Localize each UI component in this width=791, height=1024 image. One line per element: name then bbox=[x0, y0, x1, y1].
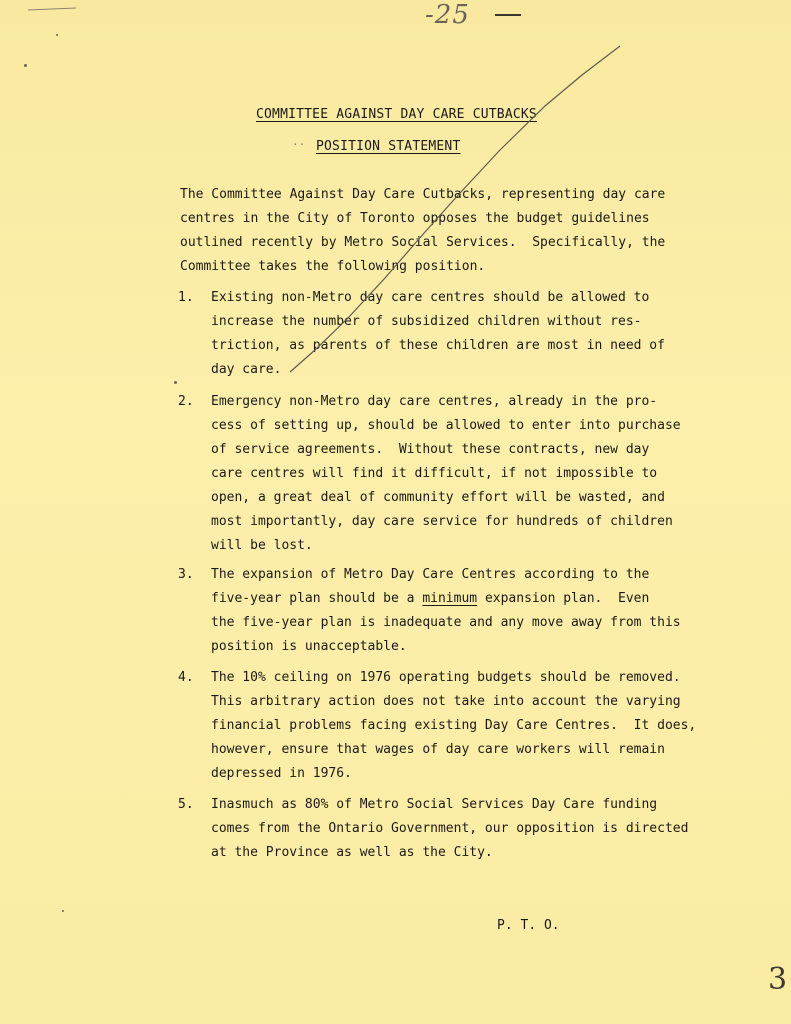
intro-line: The Committee Against Day Care Cutbacks, representing day care bbox=[180, 187, 666, 202]
handwritten-page-number: -25 bbox=[425, 0, 470, 30]
item-line: will be lost. bbox=[211, 538, 313, 553]
item-text bbox=[211, 666, 696, 786]
item-line: most importantly, day care service for hundreds of children bbox=[211, 514, 673, 529]
item-line: This arbitrary action does not take into account the varying bbox=[211, 694, 681, 709]
item-line: at the Province as well as the City. bbox=[211, 845, 493, 860]
document-subtitle: POSITION STATEMENT bbox=[316, 139, 461, 154]
intro-line: centres in the City of Toronto opposes the budget guidelines bbox=[180, 211, 650, 226]
document-title: COMMITTEE AGAINST DAY CARE CUTBACKS bbox=[256, 107, 537, 122]
item-number: 4. bbox=[178, 670, 194, 685]
item-line: Inasmuch as 80% of Metro Social Services Day Care funding bbox=[211, 797, 658, 812]
item-line: cess of setting up, should be allowed to enter into purchase bbox=[211, 418, 681, 433]
handwritten-corner-mark: 3 bbox=[768, 962, 788, 997]
item-text bbox=[211, 793, 688, 865]
item-line: care centres will find it difficult, if not impossible to bbox=[211, 466, 658, 481]
item-line-segment: five-year plan should be a bbox=[211, 591, 423, 606]
paper-speck bbox=[24, 64, 27, 67]
item-text bbox=[211, 390, 681, 558]
item-number: 2. bbox=[178, 394, 194, 409]
item-line: day care. bbox=[211, 362, 282, 377]
item-line: comes from the Ontario Government, our opposition is directed bbox=[211, 821, 689, 836]
item-line: triction, as parents of these children are most in need of bbox=[211, 338, 665, 353]
item-number: 5. bbox=[178, 797, 194, 812]
item-line: the five-year plan is inadequate and any move away from this bbox=[211, 615, 681, 630]
item-text bbox=[211, 563, 681, 659]
item-line: financial problems facing existing Day Care Centres. It does, bbox=[211, 718, 697, 733]
margin-pencil-mark bbox=[28, 8, 76, 10]
paper-speck bbox=[62, 910, 64, 912]
item-line: increase the number of subsidized children without res- bbox=[211, 314, 642, 329]
item-line: Existing non-Metro day care centres should be allowed to bbox=[211, 290, 650, 305]
item-line: however, ensure that wages of day care workers will remain bbox=[211, 742, 665, 757]
emphasized-word: minimum bbox=[422, 591, 478, 606]
item-line: open, a great deal of community effort will be wasted, and bbox=[211, 490, 665, 505]
item-line: depressed in 1976. bbox=[211, 766, 352, 781]
intro-line: Committee takes the following position. bbox=[180, 259, 486, 274]
intro-line: outlined recently by Metro Social Services. Specifically, the bbox=[180, 235, 666, 250]
subtitle-dots: ·· bbox=[292, 138, 306, 151]
item-line: of service agreements. Without these contracts, new day bbox=[211, 442, 650, 457]
item-text bbox=[211, 286, 665, 382]
item-line: position is unacceptable. bbox=[211, 639, 407, 654]
item-number: 1. bbox=[178, 290, 194, 305]
paper-speck bbox=[56, 34, 58, 36]
item-line: Emergency non-Metro day care centres, already in the pro- bbox=[211, 394, 658, 409]
item-line-segment: expansion plan. Even bbox=[477, 591, 650, 606]
paper-speck bbox=[174, 381, 177, 384]
item-line: The expansion of Metro Day Care Centres according to the bbox=[211, 567, 650, 582]
item-line: The 10% ceiling on 1976 operating budgets should be removed. bbox=[211, 670, 681, 685]
please-turn-over: P. T. O. bbox=[497, 918, 560, 933]
item-line bbox=[211, 587, 681, 611]
intro-paragraph bbox=[180, 183, 720, 279]
item-number: 3. bbox=[178, 567, 194, 582]
